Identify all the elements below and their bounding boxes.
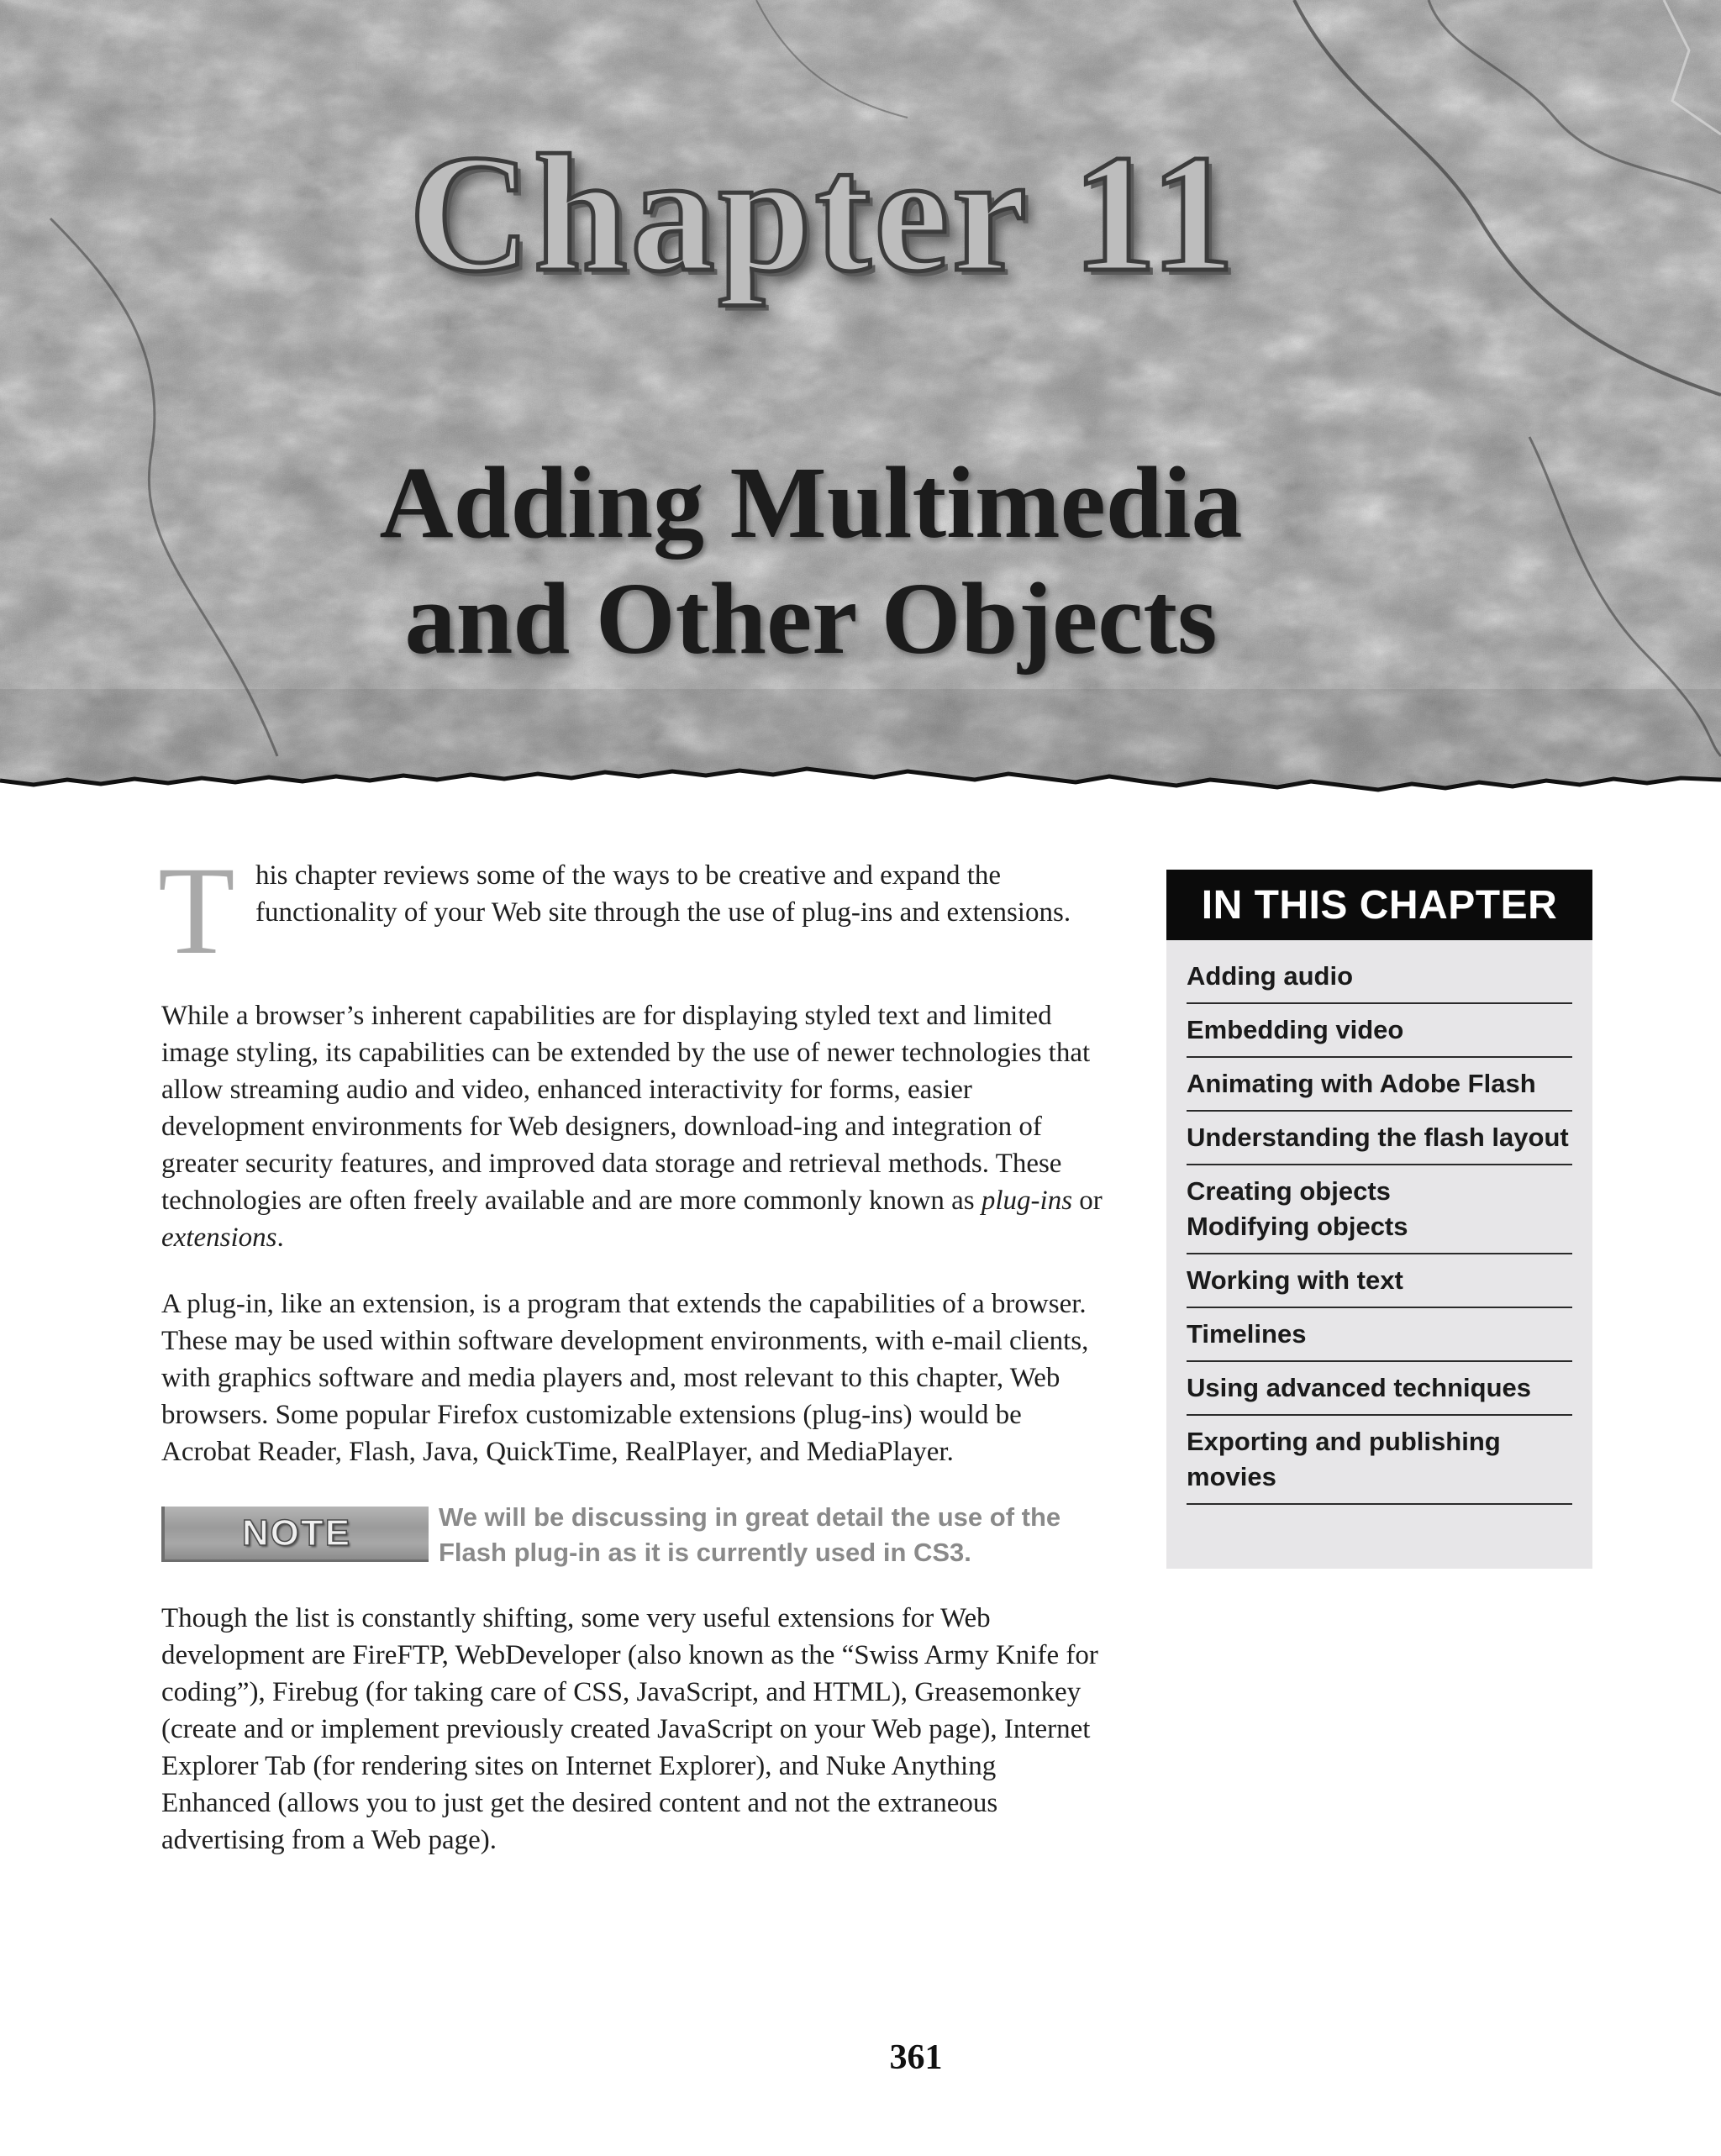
sidebar-item-flash-layout: Understanding the flash layout xyxy=(1187,1112,1572,1165)
sidebar-item-timelines: Timelines xyxy=(1187,1308,1572,1362)
note-callout xyxy=(161,1500,1111,1570)
sidebar-item-exporting-publishing: Exporting and publishing movies xyxy=(1187,1416,1572,1505)
intro-paragraph xyxy=(158,841,1111,981)
paragraph-plug-in-definition: A plug-in, like an extension, is a program that extends the capabilities of a browser. These may be used within software development environments, with e-mail clients, with graphics software and media players and, most relevant to this chapter, Web browsers. Some popular Firefox customizable extensions (plug-ins) would be Acrobat Reader, Flash, Java, QuickTime, RealPlayer, and MediaPlayer. xyxy=(161,1289,1089,1467)
stone-texture-background xyxy=(0,0,1721,798)
paragraph-extensions-list: Though the list is constantly shifting, some very useful extensions for Web development are FireFTP, WebDeveloper (also known as the “Swiss Army Knife for coding”), Firebug (for taking care of CSS, JavaScript, and HTML), Greasemonkey (create and or implement previously created JavaScript on your Web page), Internet Explorer Tab (for rendering sites on Internet Explorer), and Nuke Anything Enhanced (allows you to just get the desired content and not the extraneous advertising from a Web page). xyxy=(161,1603,1098,1855)
page-number: 361 xyxy=(889,2038,943,2077)
sidebar-item-embedding-video: Embedding video xyxy=(1187,1004,1572,1058)
intro-text: his chapter reviews some of the ways to be creative and expand the functionality of your Web site through the use of plug-ins and extensions. xyxy=(255,860,1071,928)
chapter-title xyxy=(0,445,1622,677)
chapter-title-line-1: Adding Multimedia xyxy=(379,446,1243,560)
chapter-label: Chapter 11 xyxy=(408,121,1239,307)
sidebar-item-working-with-text: Working with text xyxy=(1187,1254,1572,1308)
emphasis-extensions: extensions xyxy=(161,1223,277,1253)
note-text: We will be discussing in great detail the use of the Flash plug-in as it is currently used in CS3. xyxy=(439,1502,1061,1567)
chapter-title-line-2: and Other Objects xyxy=(404,562,1218,676)
emphasis-plug-ins: plug-ins xyxy=(981,1186,1073,1216)
sidebar-heading: IN THIS CHAPTER xyxy=(1166,870,1592,940)
note-badge: NOTE xyxy=(161,1507,429,1562)
main-body xyxy=(158,841,1111,1888)
sidebar-item-animating-flash: Animating with Adobe Flash xyxy=(1187,1058,1572,1112)
paragraph-browser-capabilities: While a browser’s inherent capabilities are for displaying styled text and limited image styling, its capabilities can be extended by the use of newer technologies that allow streaming audio and video, enhanced interactivity for forms, easier development environments for Web designers, download-ing and integration of greater security features, and improved data storage and retrieval methods. These technologies are often freely available and are more commonly known as plug-ins or extensions. xyxy=(161,1001,1103,1253)
sidebar-item-adding-audio: Adding audio xyxy=(1187,950,1572,1004)
chapter-header xyxy=(0,0,1721,798)
sidebar-item-objects: Creating objects Modifying objects xyxy=(1187,1165,1572,1254)
drop-cap: T xyxy=(158,841,235,981)
sidebar-item-advanced-techniques: Using advanced techniques xyxy=(1187,1362,1572,1416)
in-this-chapter-sidebar xyxy=(1166,870,1592,1569)
sidebar-topic-list xyxy=(1166,940,1592,1505)
